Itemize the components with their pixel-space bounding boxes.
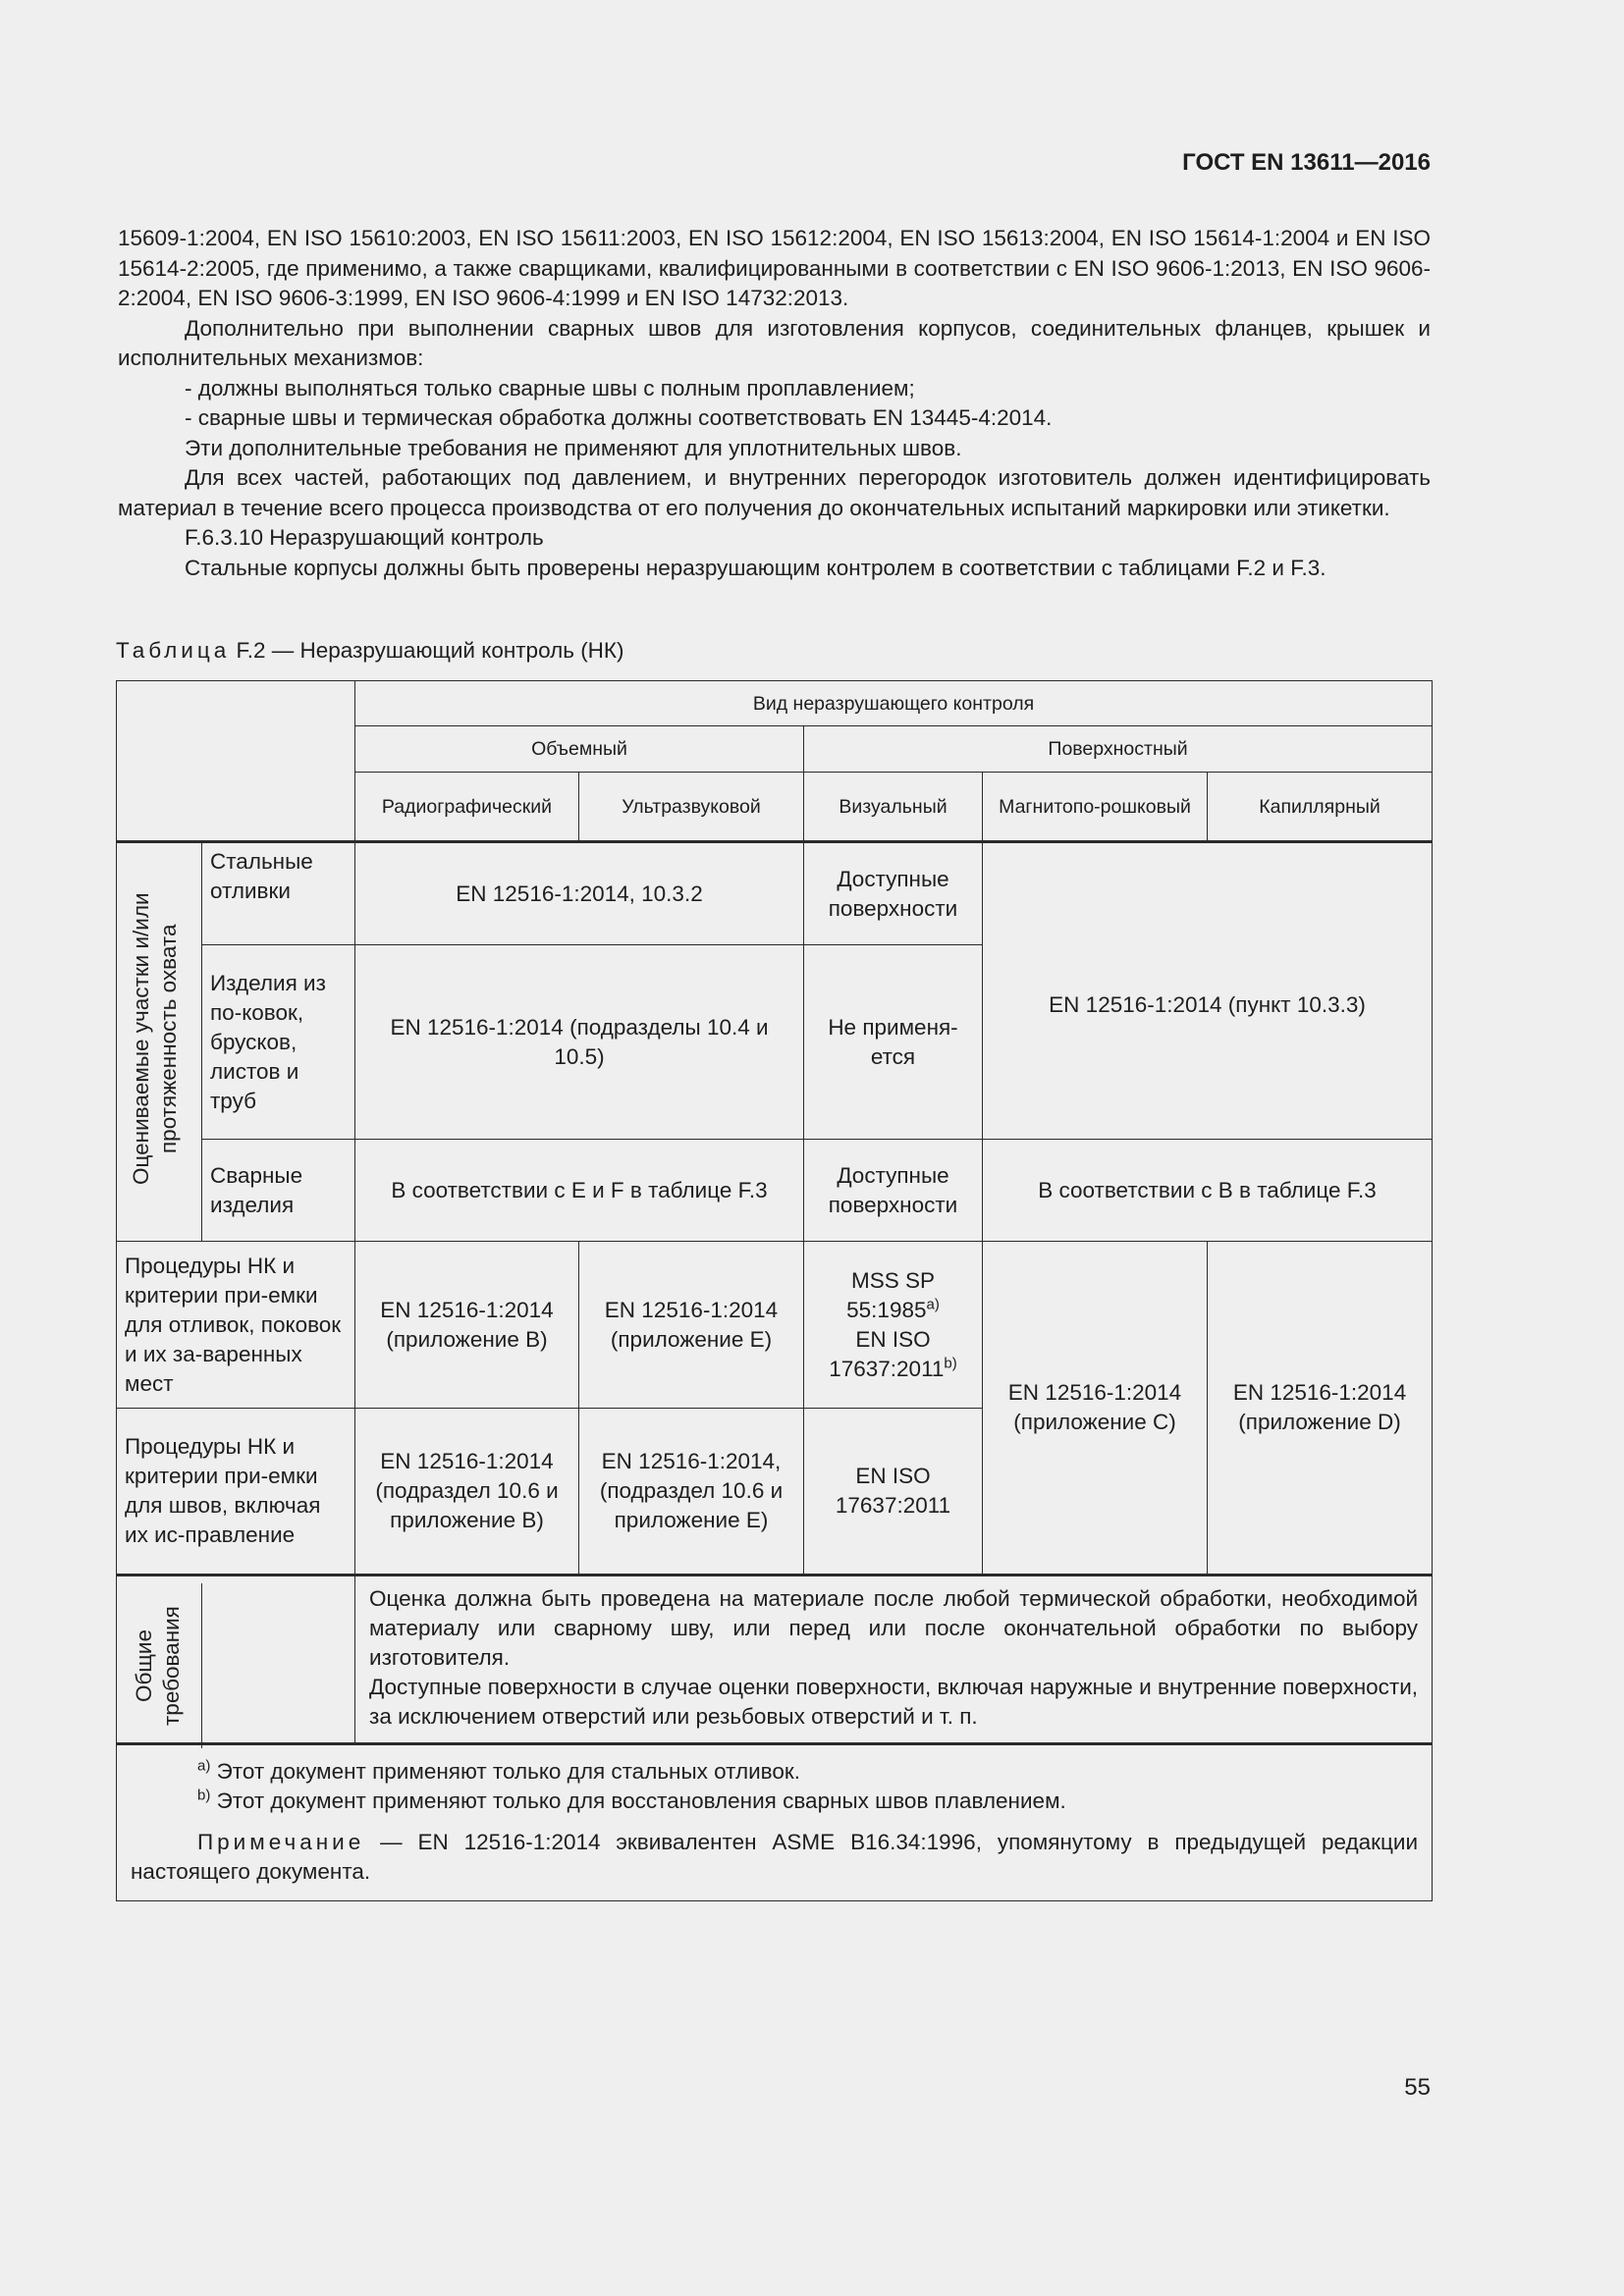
paragraph: Для всех частей, работающих под давлением, и внутренних перегородок изготовитель должен идентифицировать материал в течение всего процесса производства от его получения до окончательных испытаний маркировки или этикетки.	[118, 465, 1431, 520]
page-number: 55	[1404, 2074, 1431, 2101]
forgings-volumetric: EN 12516-1:2014 (подразделы 10.4 и 10.5)	[355, 945, 804, 1140]
footnote-b-text: Этот документ применяют только для восстановления сварных швов плавлением.	[216, 1789, 1066, 1813]
row-label-procedures-castings: Процедуры НК и критерии при-емки для отливок, поковок и их за-варенных мест	[117, 1242, 355, 1409]
table-caption	[116, 638, 624, 664]
proc1-visual-ref-b: EN ISO 17637:2011	[829, 1326, 945, 1381]
note-text: — EN 12516-1:2014 эквивалентен ASME B16.34:1996, упомянутому в предыдущей редакции настоящего документа.	[131, 1830, 1419, 1884]
header-surface: Поверхностный	[804, 726, 1433, 773]
proc1-visual-ref-a: MSS SP 55:1985	[846, 1267, 936, 1322]
side-label-cell	[117, 842, 202, 1242]
paragraph: Эти дополнительные требования не применяют для уплотнительных швов.	[185, 435, 962, 460]
procedures-capillary: EN 12516-1:2014 (приложение D)	[1208, 1242, 1433, 1575]
proc1-radiographic: EN 12516-1:2014 (приложение B)	[355, 1242, 579, 1409]
table-corner-cell	[117, 681, 355, 842]
proc2-radiographic: EN 12516-1:2014 (подраздел 10.6 и приложение B)	[355, 1409, 579, 1575]
general-text-1: Оценка должна быть проведена на материале после любой термической обработки, необходимой материалу или сварному шву, или перед или после окончательной обработки по выбору изготовителя.	[369, 1586, 1419, 1670]
castings-volumetric: EN 12516-1:2014, 10.3.2	[355, 842, 804, 945]
footnote-b	[131, 1787, 1418, 1816]
row-label-procedures-welds: Процедуры НК и критерии при-емки для швов, включая их ис-правление	[117, 1409, 355, 1575]
footnote-mark: a)	[926, 1296, 940, 1312]
table-note	[131, 1828, 1418, 1887]
proc2-ultrasonic: EN 12516-1:2014, (подраздел 10.6 и приложение E)	[579, 1409, 804, 1575]
proc1-ultrasonic: EN 12516-1:2014 (приложение E)	[579, 1242, 804, 1409]
note-word: Примечание	[197, 1830, 365, 1854]
general-label	[118, 1583, 202, 1748]
header-volumetric: Объемный	[355, 726, 804, 773]
header-nk-type: Вид неразрушающего контроля	[355, 681, 1433, 726]
paragraph: Дополнительно при выполнении сварных швов для изготовления корпусов, соединительных фланцев, крышек и исполнительных механизмов:	[118, 315, 1431, 370]
welded-visual: Доступные поверхности	[804, 1140, 983, 1242]
row-label-forgings: Изделия из по-ковок, брусков, листов и труб	[202, 945, 355, 1140]
general-requirements	[355, 1575, 1433, 1744]
footnote-a-text: Этот документ применяют только для стальных отливок.	[216, 1759, 800, 1784]
header-capillary: Капиллярный	[1208, 773, 1433, 842]
side-label: Оцениваемые участки и/или протяженность охвата	[129, 891, 181, 1185]
paragraph: 15609-1:2004, EN ISO 15610:2003, EN ISO 15611:2003, EN ISO 15612:2004, EN ISO 15613:2004, EN ISO 15614-1:2004 и EN ISO 15614-2:2005, где применимо, а также сварщиками, квалифицированными в соответствии с EN ISO 9606-1:2013, EN ISO 9606-2:2004, EN ISO 9606-3:1999, EN ISO 9606-4:1999 и EN ISO 14732:2013.	[118, 226, 1431, 310]
welded-surface: В соответствии с B в таблице F.3	[983, 1140, 1433, 1242]
header-visual: Визуальный	[804, 773, 983, 842]
header-magnetic: Магнитопо-рошковый	[983, 773, 1208, 842]
header-ultrasonic: Ультразвуковой	[579, 773, 804, 842]
row-label-welded: Сварные изделия	[202, 1140, 355, 1242]
document-header: ГОСТ EN 13611—2016	[1182, 149, 1431, 176]
table-notes	[117, 1744, 1433, 1901]
footnote-mark: b)	[944, 1355, 957, 1371]
nk-table	[116, 680, 1433, 1901]
castings-forgings-surface: EN 12516-1:2014 (пункт 10.3.3)	[983, 842, 1433, 1140]
footnote-a	[131, 1757, 1418, 1787]
footnote-b-mark: b)	[197, 1787, 211, 1804]
general-text-2: Доступные поверхности в случае оценки поверхности, включая наружные и внутренние поверхности, за исключением отверстий или резьбовых отверстий и т. п.	[369, 1675, 1419, 1729]
list-item: - сварные швы и термическая обработка должны соответствовать EN 13445-4:2014.	[185, 405, 1053, 430]
procedures-magnetic: EN 12516-1:2014 (приложение C)	[983, 1242, 1208, 1575]
section-heading: F.6.3.10 Неразрушающий контроль	[185, 525, 544, 550]
table-caption-title: F.2 — Неразрушающий контроль (НК)	[236, 638, 624, 663]
body-text	[118, 224, 1431, 583]
row-label-castings: Стальные отливки	[202, 842, 355, 945]
proc1-visual	[804, 1242, 983, 1409]
forgings-visual: Не применя-ется	[804, 945, 983, 1140]
list-item: - должны выполняться только сварные швы с полным проплавлением;	[185, 375, 915, 400]
table-caption-word: Таблица	[116, 638, 231, 663]
paragraph: Стальные корпусы должны быть проверены неразрушающим контролем в соответствии с таблицами F.2 и F.3.	[185, 555, 1326, 580]
general-label-text: Общие требования	[131, 1606, 184, 1726]
welded-volumetric: В соответствии с E и F в таблице F.3	[355, 1140, 804, 1242]
footnote-a-mark: a)	[197, 1757, 211, 1775]
proc2-visual: EN ISO 17637:2011	[804, 1409, 983, 1575]
castings-visual: Доступные поверхности	[804, 842, 983, 945]
header-radiographic: Радиографический	[355, 773, 579, 842]
